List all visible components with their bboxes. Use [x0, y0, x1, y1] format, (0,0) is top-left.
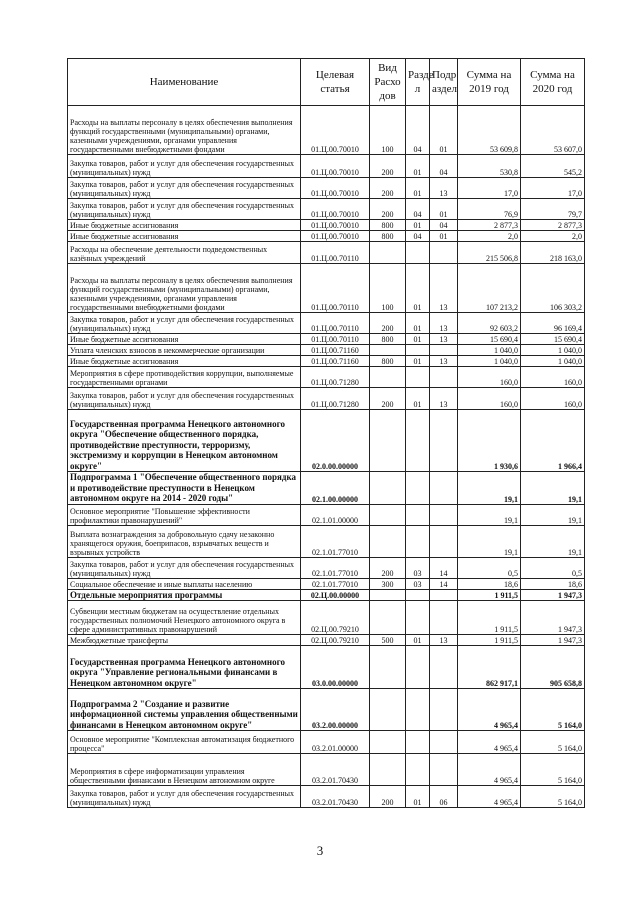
table-body	[68, 106, 585, 808]
cell-s2: 160,0	[521, 367, 585, 388]
cell-podr: 01	[430, 106, 458, 155]
cell-podr	[430, 242, 458, 264]
cell-razd: 01	[406, 313, 430, 334]
table-row	[68, 231, 585, 242]
cell-razd	[406, 525, 430, 557]
cell-name: Отдельные мероприятия программы	[68, 589, 301, 601]
table-row	[68, 367, 585, 388]
cell-vid: 100	[370, 264, 406, 313]
cell-code: 03.2.00.00000	[301, 689, 370, 731]
cell-name: Закупка товаров, работ и услуг для обеспечения государственных (муниципальных) нужд	[68, 313, 301, 334]
cell-podr	[430, 731, 458, 754]
cell-podr: 04	[430, 220, 458, 231]
cell-podr	[430, 689, 458, 731]
table-row	[68, 313, 585, 334]
cell-name: Расходы на обеспечение деятельности подведомственных казённых учреждений	[68, 242, 301, 264]
cell-s1: 4 965,4	[458, 786, 521, 808]
cell-name: Иные бюджетные ассигнования	[68, 231, 301, 242]
cell-code: 01.Ц.00.70010	[301, 231, 370, 242]
cell-podr: 06	[430, 786, 458, 808]
cell-name: Межбюджетные трансферты	[68, 635, 301, 646]
table-row	[68, 356, 585, 367]
table-row	[68, 242, 585, 264]
cell-podr: 13	[430, 264, 458, 313]
cell-razd	[406, 601, 430, 635]
cell-s2: 79,7	[521, 199, 585, 220]
cell-podr	[430, 504, 458, 525]
cell-s1: 862 917,1	[458, 646, 521, 689]
cell-podr: 13	[430, 635, 458, 646]
cell-razd: 03	[406, 578, 430, 589]
cell-vid: 500	[370, 635, 406, 646]
cell-code: 01.Ц.00.71280	[301, 388, 370, 410]
cell-code: 02.Ц.00.79210	[301, 635, 370, 646]
cell-code: 03.2.01.70430	[301, 786, 370, 808]
cell-s2: 96 169,4	[521, 313, 585, 334]
cell-s1: 15 690,4	[458, 334, 521, 345]
cell-code: 03.0.00.00000	[301, 646, 370, 689]
cell-podr	[430, 525, 458, 557]
cell-razd	[406, 754, 430, 786]
cell-s1: 1 040,0	[458, 345, 521, 356]
cell-vid: 200	[370, 199, 406, 220]
cell-razd	[406, 242, 430, 264]
cell-s1: 17,0	[458, 178, 521, 199]
header-sum-2020: Сумма на 2020 год	[521, 59, 585, 106]
cell-name: Закупка товаров, работ и услуг для обеспечения государственных (муниципальных) нужд	[68, 178, 301, 199]
cell-podr	[430, 367, 458, 388]
header-code: Целевая статья	[301, 59, 370, 106]
cell-vid	[370, 525, 406, 557]
cell-s2: 0,5	[521, 557, 585, 578]
cell-name: Мероприятия в сфере противодействия коррупции, выполняемые государственными органами	[68, 367, 301, 388]
cell-name: Закупка товаров, работ и услуг для обеспечения государственных (муниципальных) нужд	[68, 155, 301, 178]
cell-name: Мероприятия в сфере информатизации управления общественными финансами в Ненецком автономном округе	[68, 754, 301, 786]
cell-podr	[430, 589, 458, 601]
cell-code: 02.1.00.00000	[301, 472, 370, 505]
cell-razd	[406, 504, 430, 525]
table-row	[68, 106, 585, 155]
table-row	[68, 178, 585, 199]
cell-s1: 1 040,0	[458, 356, 521, 367]
cell-vid: 200	[370, 313, 406, 334]
cell-vid	[370, 410, 406, 472]
cell-vid: 200	[370, 786, 406, 808]
cell-razd: 04	[406, 199, 430, 220]
cell-name: Выплата вознаграждения за добровольную сдачу незаконно хранящегося оружия, боеприпасов, взрывчатых веществ и взрывных устройств	[68, 525, 301, 557]
cell-s2: 545,2	[521, 155, 585, 178]
table-row	[68, 472, 585, 505]
cell-name: Расходы на выплаты персоналу в целях обеспечения выполнения функций государственными (муниципальными) органами, казенными учреждениями, органами управления государственными внебюджетными фондами	[68, 106, 301, 155]
cell-s2: 106 303,2	[521, 264, 585, 313]
cell-s2: 2 877,3	[521, 220, 585, 231]
cell-vid	[370, 754, 406, 786]
page-number: 3	[316, 843, 324, 858]
header-razd: Разде л	[406, 59, 430, 106]
cell-s2: 1 947,3	[521, 635, 585, 646]
table-row	[68, 754, 585, 786]
cell-vid	[370, 367, 406, 388]
cell-s1: 4 965,4	[458, 754, 521, 786]
cell-code: 01.Ц.00.70010	[301, 199, 370, 220]
cell-code: 01.Ц.00.70110	[301, 313, 370, 334]
cell-razd: 01	[406, 220, 430, 231]
cell-razd	[406, 367, 430, 388]
cell-s1: 160,0	[458, 367, 521, 388]
cell-razd	[406, 410, 430, 472]
table-row	[68, 589, 585, 601]
table-row	[68, 525, 585, 557]
cell-name: Социальное обеспечение и иные выплаты населению	[68, 578, 301, 589]
cell-code: 01.Ц.00.71280	[301, 367, 370, 388]
cell-podr: 13	[430, 388, 458, 410]
cell-vid	[370, 601, 406, 635]
cell-vid: 200	[370, 178, 406, 199]
cell-s2: 19,1	[521, 472, 585, 505]
cell-s2: 1 966,4	[521, 410, 585, 472]
cell-razd	[406, 472, 430, 505]
cell-code: 01.Ц.00.70010	[301, 220, 370, 231]
header-vid: Вид Расхо дов	[370, 59, 406, 106]
cell-s1: 1 911,5	[458, 635, 521, 646]
cell-s1: 4 965,4	[458, 731, 521, 754]
cell-s1: 530,8	[458, 155, 521, 178]
cell-code: 01.Ц.00.70010	[301, 106, 370, 155]
cell-podr: 01	[430, 231, 458, 242]
cell-code: 01.Ц.00.70110	[301, 242, 370, 264]
table-row	[68, 388, 585, 410]
cell-s1: 4 965,4	[458, 689, 521, 731]
cell-podr: 04	[430, 155, 458, 178]
cell-name: Субвенции местным бюджетам на осуществление отдельных государственных полномочий Ненецкого автономного округа в сфере административных правонарушений	[68, 601, 301, 635]
cell-s1: 2 877,3	[458, 220, 521, 231]
cell-podr	[430, 754, 458, 786]
cell-code: 01.Ц.00.70010	[301, 178, 370, 199]
cell-s2: 53 607,0	[521, 106, 585, 155]
cell-vid: 300	[370, 578, 406, 589]
cell-podr	[430, 646, 458, 689]
cell-razd	[406, 345, 430, 356]
cell-vid	[370, 345, 406, 356]
cell-s2: 18,6	[521, 578, 585, 589]
cell-s1: 53 609,8	[458, 106, 521, 155]
table-row	[68, 504, 585, 525]
cell-s1: 1 911,5	[458, 601, 521, 635]
cell-name: Иные бюджетные ассигнования	[68, 334, 301, 345]
cell-code: 01.Ц.00.71160	[301, 345, 370, 356]
cell-vid	[370, 731, 406, 754]
cell-code: 02.1.01.77010	[301, 578, 370, 589]
cell-name: Государственная программа Ненецкого автономного округа "Обеспечение общественного порядка, противодействие преступности, терроризму, экстремизму и коррупции в Ненецком автономном округе"	[68, 410, 301, 472]
table-row	[68, 635, 585, 646]
cell-razd: 01	[406, 178, 430, 199]
cell-vid: 200	[370, 388, 406, 410]
cell-s1: 19,1	[458, 472, 521, 505]
cell-s1: 0,5	[458, 557, 521, 578]
cell-s1: 1 911,5	[458, 589, 521, 601]
table-row	[68, 689, 585, 731]
cell-code: 02.Ц.00.79210	[301, 601, 370, 635]
table-row	[68, 410, 585, 472]
cell-podr	[430, 410, 458, 472]
cell-s2: 218 163,0	[521, 242, 585, 264]
cell-vid: 800	[370, 334, 406, 345]
cell-s2: 19,1	[521, 525, 585, 557]
cell-razd	[406, 731, 430, 754]
cell-name: Государственная программа Ненецкого автономного округа "Управление региональными финансами в Ненецком автономном округе"	[68, 646, 301, 689]
cell-code: 02.1.01.77010	[301, 557, 370, 578]
table-row	[68, 557, 585, 578]
cell-code: 02.Ц.00.00000	[301, 589, 370, 601]
header-podr: Подр аздел	[430, 59, 458, 106]
cell-s2: 15 690,4	[521, 334, 585, 345]
cell-s1: 19,1	[458, 525, 521, 557]
cell-s1: 160,0	[458, 388, 521, 410]
cell-s1: 18,6	[458, 578, 521, 589]
cell-s1: 92 603,2	[458, 313, 521, 334]
cell-code: 02.1.01.77010	[301, 525, 370, 557]
cell-code: 03.2.01.00000	[301, 731, 370, 754]
cell-razd: 01	[406, 155, 430, 178]
cell-podr: 13	[430, 313, 458, 334]
cell-razd: 01	[406, 264, 430, 313]
cell-vid: 100	[370, 106, 406, 155]
header-sum-2019: Сумма на 2019 год	[458, 59, 521, 106]
cell-name: Основное мероприятие "Повышение эффективности профилактики правонарушений"	[68, 504, 301, 525]
cell-vid: 800	[370, 356, 406, 367]
table-row	[68, 578, 585, 589]
cell-razd: 01	[406, 334, 430, 345]
cell-s2: 5 164,0	[521, 786, 585, 808]
cell-name: Подпрограмма 2 "Создание и развитие информационной системы управления общественными финансами в Ненецком автономном округе"	[68, 689, 301, 731]
cell-razd	[406, 589, 430, 601]
cell-name: Иные бюджетные ассигнования	[68, 220, 301, 231]
cell-razd: 01	[406, 786, 430, 808]
cell-s2: 17,0	[521, 178, 585, 199]
cell-name: Закупка товаров, работ и услуг для обеспечения государственных (муниципальных) нужд	[68, 199, 301, 220]
cell-s1: 215 506,8	[458, 242, 521, 264]
cell-code: 01.Ц.00.70110	[301, 264, 370, 313]
budget-table	[67, 58, 585, 808]
cell-podr: 13	[430, 334, 458, 345]
cell-razd: 01	[406, 635, 430, 646]
cell-podr: 01	[430, 199, 458, 220]
cell-podr: 14	[430, 557, 458, 578]
cell-razd: 04	[406, 231, 430, 242]
cell-s1: 1 930,6	[458, 410, 521, 472]
table-row	[68, 731, 585, 754]
cell-razd: 01	[406, 356, 430, 367]
table-row	[68, 345, 585, 356]
table-row	[68, 264, 585, 313]
cell-name: Закупка товаров, работ и услуг для обеспечения государственных (муниципальных) нужд	[68, 557, 301, 578]
cell-vid: 200	[370, 557, 406, 578]
table-row	[68, 786, 585, 808]
header-name: Наименование	[68, 59, 301, 106]
cell-vid	[370, 242, 406, 264]
cell-vid: 200	[370, 155, 406, 178]
cell-podr: 13	[430, 178, 458, 199]
cell-podr	[430, 472, 458, 505]
table-row	[68, 601, 585, 635]
cell-s1: 19,1	[458, 504, 521, 525]
header-row	[68, 59, 585, 106]
cell-s2: 1 040,0	[521, 356, 585, 367]
cell-code: 02.0.00.00000	[301, 410, 370, 472]
cell-name: Расходы на выплаты персоналу в целях обеспечения выполнения функций государственными (муниципальными) органами, казенными учреждениями, органами управления государственными внебюджетными фондами	[68, 264, 301, 313]
cell-s1: 107 213,2	[458, 264, 521, 313]
cell-podr	[430, 601, 458, 635]
cell-s2: 5 164,0	[521, 754, 585, 786]
cell-s2: 1 947,3	[521, 601, 585, 635]
cell-code: 01.Ц.00.70110	[301, 334, 370, 345]
cell-s2: 905 658,8	[521, 646, 585, 689]
cell-s1: 2,0	[458, 231, 521, 242]
cell-razd	[406, 646, 430, 689]
cell-s2: 1 040,0	[521, 345, 585, 356]
cell-s2: 19,1	[521, 504, 585, 525]
cell-podr: 13	[430, 356, 458, 367]
cell-name: Закупка товаров, работ и услуг для обеспечения государственных (муниципальных) нужд	[68, 786, 301, 808]
cell-vid	[370, 646, 406, 689]
cell-name: Уплата членских взносов в некоммерческие организации	[68, 345, 301, 356]
cell-name: Основное мероприятие "Комплексная автоматизация бюджетного процесса"	[68, 731, 301, 754]
cell-name: Закупка товаров, работ и услуг для обеспечения государственных (муниципальных) нужд	[68, 388, 301, 410]
table-row	[68, 334, 585, 345]
cell-vid	[370, 689, 406, 731]
cell-vid	[370, 504, 406, 525]
cell-code: 03.2.01.70430	[301, 754, 370, 786]
cell-razd: 03	[406, 557, 430, 578]
cell-vid	[370, 589, 406, 601]
table-row	[68, 220, 585, 231]
cell-code: 02.1.01.00000	[301, 504, 370, 525]
cell-name: Иные бюджетные ассигнования	[68, 356, 301, 367]
cell-s2: 1 947,3	[521, 589, 585, 601]
cell-razd	[406, 689, 430, 731]
cell-razd: 04	[406, 106, 430, 155]
cell-vid: 800	[370, 231, 406, 242]
table-row	[68, 646, 585, 689]
cell-s2: 5 164,0	[521, 731, 585, 754]
cell-podr: 14	[430, 578, 458, 589]
cell-podr	[430, 345, 458, 356]
table-row	[68, 155, 585, 178]
cell-s2: 5 164,0	[521, 689, 585, 731]
cell-s2: 2,0	[521, 231, 585, 242]
cell-vid	[370, 472, 406, 505]
cell-code: 01.Ц.00.70010	[301, 155, 370, 178]
table-row	[68, 199, 585, 220]
cell-razd: 01	[406, 388, 430, 410]
cell-vid: 800	[370, 220, 406, 231]
cell-code: 01.Ц.00.71160	[301, 356, 370, 367]
cell-s1: 76,9	[458, 199, 521, 220]
cell-s2: 160,0	[521, 388, 585, 410]
cell-name: Подпрограмма 1 "Обеспечение общественного порядка и противодействие преступности в Ненецком автономном округе на 2014 - 2020 годы"	[68, 472, 301, 505]
